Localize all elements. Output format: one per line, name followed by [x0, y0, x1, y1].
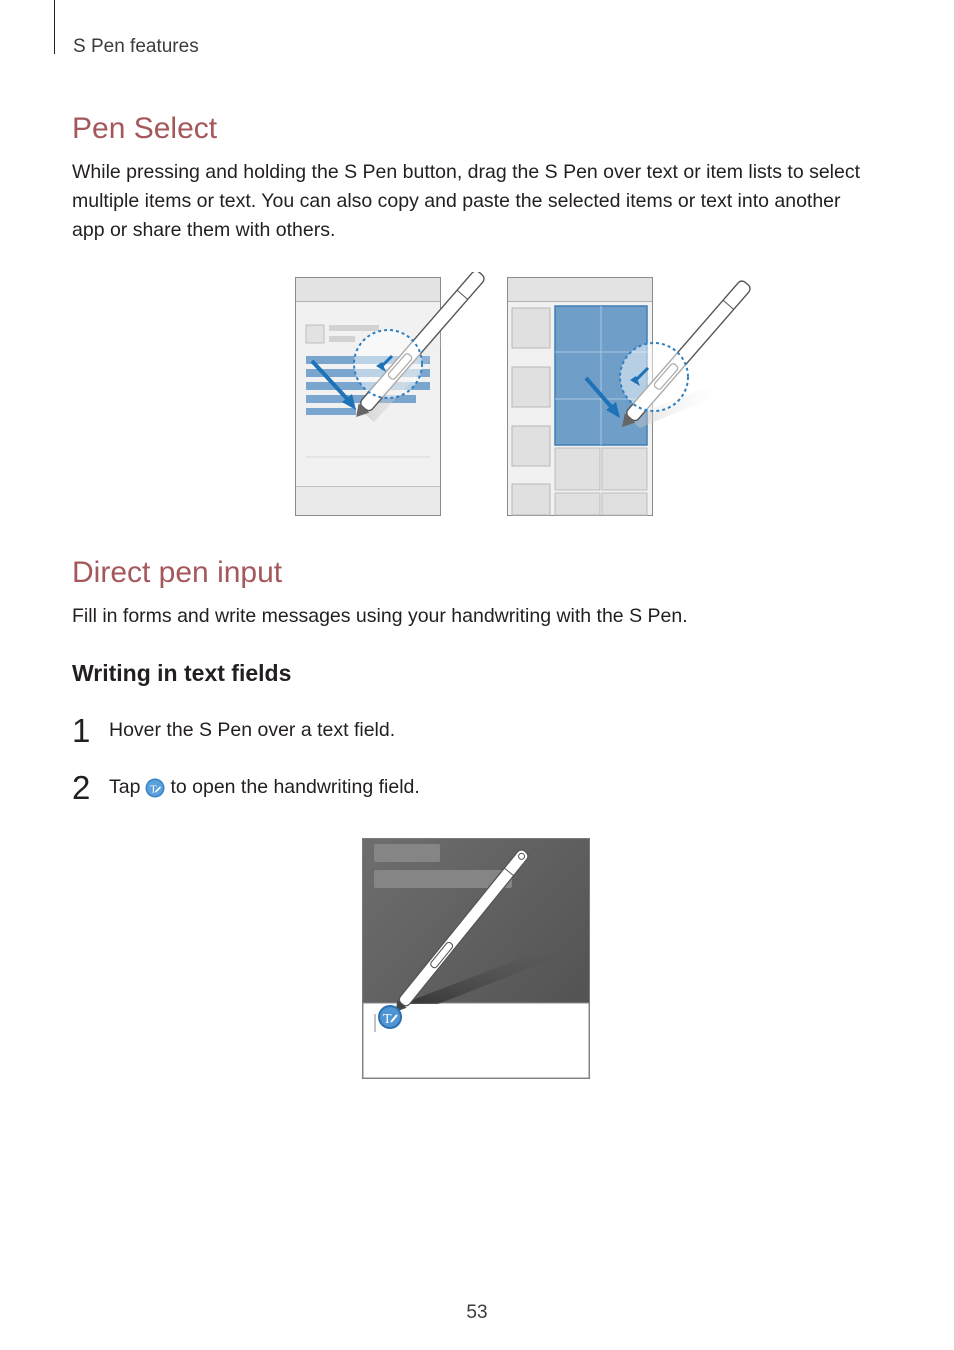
pen-select-illustration	[290, 272, 760, 520]
handwriting-field-illustration	[360, 836, 594, 1082]
handwriting-icon	[145, 778, 165, 798]
pen-select-description: While pressing and holding the S Pen button, drag the S Pen over text or item lists to select multiple items or text. You can also copy and paste the selected items or text into another app or share them with others.	[72, 161, 861, 241]
step-number: 2	[72, 769, 91, 806]
direct-pen-input-description: Fill in forms and write messages using your handwriting with the S Pen.	[72, 605, 688, 627]
svg-text:T: T	[383, 1012, 392, 1027]
direct-pen-input-title: Direct pen input	[72, 556, 283, 589]
page-number: 53	[466, 1302, 488, 1323]
step-1	[72, 714, 395, 747]
writing-in-text-fields-heading: Writing in text fields	[72, 660, 292, 686]
running-title: S Pen features	[73, 36, 199, 57]
step-2	[72, 771, 420, 804]
pen-select-title: Pen Select	[72, 112, 218, 145]
svg-text:T: T	[150, 783, 158, 795]
header-rule	[54, 0, 55, 54]
handwriting-button-icon	[378, 1005, 402, 1029]
step-text	[109, 776, 420, 799]
step-number: 1	[72, 712, 91, 749]
step-text: Hover the S Pen over a text field.	[109, 719, 396, 741]
step-text-before: Tap	[109, 776, 141, 798]
step-text-after: to open the handwriting field.	[170, 776, 420, 798]
